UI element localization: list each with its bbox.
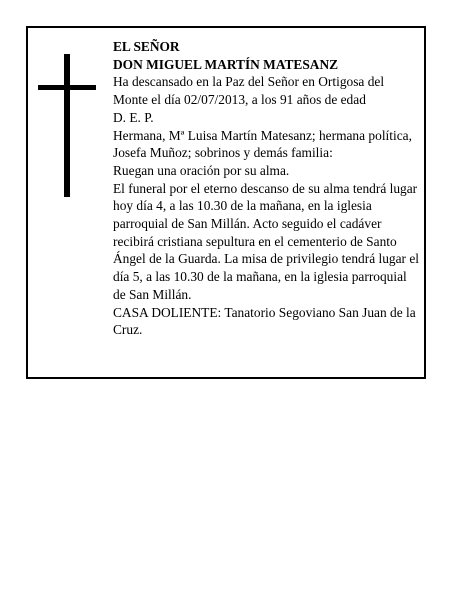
funeral-details: El funeral por el eterno descanso de su alma tendrá lugar hoy día 4, a las 10.30 de la mañana, en la iglesia parroquial de San Millán. Acto seguido el cadáver recibirá cristiana sepultura en el cementerio de Santo Ángel de la Guarda. La misa de privilegio tendrá lugar el día 5, a las 10.30 de la mañana, en la iglesia parroquial de San Millán. [113, 180, 420, 302]
prayer-request: Ruegan una oración por su alma. [113, 162, 290, 178]
death-announcement: Ha descansado en la Paz del Señor en Ortigosa del Monte el día 02/07/2013, a los 91 años de edad [113, 74, 385, 108]
cross-horizontal-bar [38, 85, 96, 90]
mourning-house: CASA DOLIENTE: Tanatorio Segoviano San Juan de la Cruz. [113, 304, 416, 338]
family-list: Hermana, Mª Luisa Martín Matesanz; hermana política, Josefa Muñoz; sobrinos y demás familia: [113, 127, 412, 161]
obituary-text-block [113, 38, 419, 339]
heading-title: EL SEÑOR [113, 39, 180, 54]
deceased-name: DON MIGUEL MARTÍN MATESANZ [113, 56, 339, 72]
cross-vertical-bar [64, 54, 70, 197]
dep-line: D. E. P. [113, 109, 154, 125]
